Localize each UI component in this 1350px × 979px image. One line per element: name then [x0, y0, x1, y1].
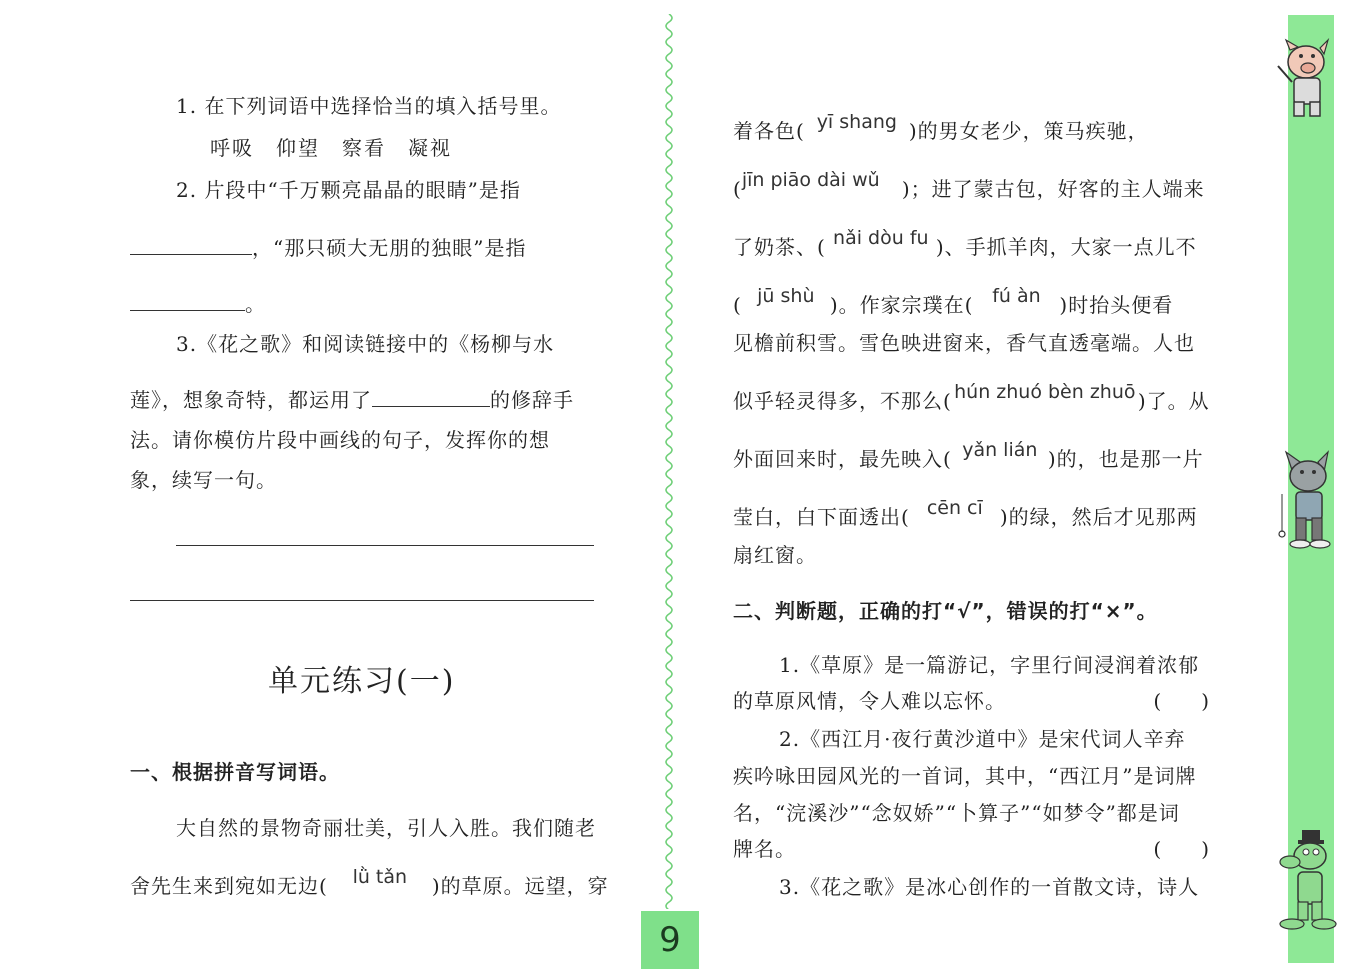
- section-1-heading: 一、根据拼音写词语。: [130, 760, 340, 784]
- judge-2-answer[interactable]: ( ): [1153, 837, 1209, 861]
- question-3-line4: 象，续写一句。: [130, 468, 277, 492]
- answer-blank[interactable]: [130, 309, 245, 311]
- passage-line10: 莹白，白下面透出( cēn cī )的绿，然后才见那两: [733, 497, 1198, 529]
- page-divider: [660, 14, 678, 909]
- pinyin-hint: cēn cī: [926, 497, 983, 519]
- question-2-line1: 2. 片段中“千万颗亮晶晶的眼睛”是指: [176, 178, 521, 202]
- judge-2-line4: 牌名。 ( ): [733, 833, 1209, 862]
- question-2-text: ，“那只硕大无朋的独眼”是指: [252, 236, 527, 260]
- pig-mascot-icon: [1268, 38, 1340, 120]
- passage-line2: [130, 866, 609, 899]
- question-3-line3: 法。请你模仿片段中画线的句子，发挥你的想: [130, 428, 550, 452]
- question-1: 1. 在下列词语中选择恰当的填入括号里。: [176, 94, 562, 118]
- judge-3-line1: 3.《花之歌》是冰心创作的一首散文诗，诗人: [779, 875, 1200, 899]
- answer-line[interactable]: [176, 545, 594, 546]
- question-2-line2: [130, 232, 526, 261]
- pinyin-hint: fú àn: [992, 285, 1041, 307]
- answer-blank[interactable]: [130, 253, 252, 255]
- question-2-line3: [130, 288, 266, 317]
- answer-line[interactable]: [130, 600, 594, 601]
- pinyin-hint: hún zhuó bèn zhuō: [954, 381, 1136, 403]
- wolf-mascot-icon: [1272, 448, 1340, 554]
- pinyin-hint: nǎi dòu fu: [833, 227, 929, 249]
- passage-line4: ( jīn piāo dài wǔ )；进了蒙古包，好客的主人端来: [733, 169, 1205, 201]
- question-3-line2: [130, 384, 574, 413]
- judge-1-line2: 的草原风情，令人难以忘怀。 ( ): [733, 685, 1209, 714]
- section-2-heading: 二、判断题，正确的打“√”，错误的打“×”。: [733, 599, 1158, 623]
- pinyin-hint: jīn piāo dài wǔ: [741, 169, 880, 191]
- judge-2-line2: 疾吟咏田园风光的一首词，其中，“西江月”是词牌: [733, 764, 1197, 788]
- passage-text-2: )的草原。远望，穿: [431, 874, 609, 898]
- passage-line11: 扇红窗。: [733, 543, 817, 567]
- page-number: 9: [641, 911, 699, 969]
- passage-line1: 大自然的景物奇丽壮美，引人入胜。我们随老: [176, 816, 596, 840]
- dog-mascot-icon: [1272, 828, 1340, 932]
- question-2-end: 。: [245, 292, 266, 316]
- passage-line5: 了奶茶、( nǎi dòu fu )、手抓羊肉，大家一点儿不: [733, 227, 1197, 259]
- passage-line6: ( jū shù )。作家宗璞在( fú àn )时抬头便看: [733, 285, 1174, 317]
- unit-title: 单元练习(一): [268, 664, 456, 699]
- judge-2-line1: 2.《西江月·夜行黄沙道中》是宋代词人辛弃: [779, 727, 1186, 751]
- passage-line9: 外面回来时，最先映入( yǎn lián )的，也是那一片: [733, 439, 1204, 471]
- judge-1-answer[interactable]: ( ): [1153, 689, 1209, 713]
- answer-blank[interactable]: [372, 405, 490, 407]
- pinyin-hint: yī shang: [816, 111, 897, 133]
- question-3-line1: 3.《花之歌》和阅读链接中的《杨柳与水: [176, 332, 555, 356]
- passage-line8: 似乎轻灵得多，不那么( hún zhuó bèn zhuō )了。从: [733, 381, 1210, 413]
- pinyin-hint: jū shù: [757, 285, 815, 307]
- pinyin-hint: lǜ tǎn: [352, 866, 408, 888]
- question-3-text-2: 的修辞手: [490, 388, 574, 412]
- question-3-text: 莲》，想象奇特，都运用了: [130, 388, 372, 412]
- passage-line7: 见檐前积雪。雪色映进窗来，香气直透毫端。人也: [733, 331, 1195, 355]
- question-1-words: 呼吸 仰望 察看 凝视: [210, 136, 452, 160]
- passage-line3: 着各色( yī shang )的男女老少，策马疾驰，: [733, 111, 1149, 143]
- passage-text: 舍先生来到宛如无边(: [130, 874, 328, 898]
- judge-2-line3: 名，“浣溪沙”“念奴娇”“卜算子”“如梦令”都是词: [733, 801, 1180, 825]
- pinyin-hint: yǎn lián: [962, 439, 1038, 461]
- judge-1-line1: 1.《草原》是一篇游记，字里行间浸润着浓郁: [779, 653, 1200, 677]
